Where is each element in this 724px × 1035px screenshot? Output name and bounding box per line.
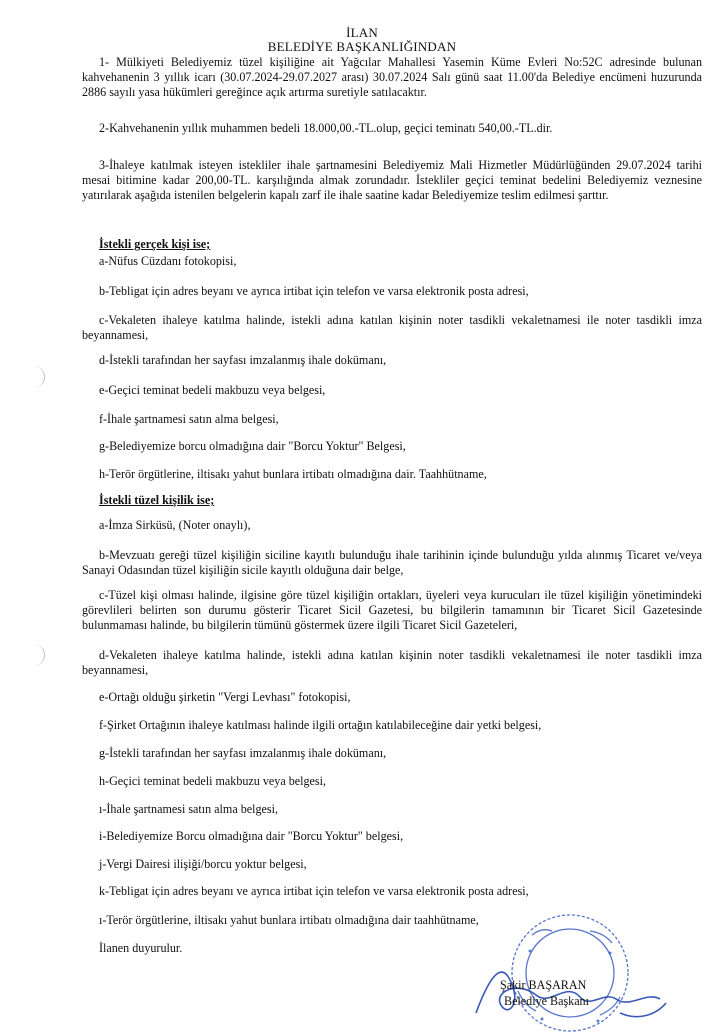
list-item: h-Terör örgütlerine, iltisakı yahut bunlara irtibatı olmadığına dair. Taahhütname, [99, 467, 487, 481]
list-item: e-Ortağı olduğu şirketin "Vergi Levhası" fotokopisi, [99, 690, 351, 704]
scan-artifact [30, 644, 45, 666]
list-item: g-Belediyemize borcu olmadığına dair "Borcu Yoktur" Belgesi, [99, 439, 406, 453]
list-item: b-Mevzuatı gereği tüzel kişiliğin siciline kayıtlı bulunduğu ihale tarihinin içinde bulunduğu yılda alınmış Ticaret ve/veya Sanayi Odasından tüzel kişiliğin sicile kayıtlı olduğuna dair belge, [82, 548, 702, 578]
list-item: a-İmza Sirküsü, (Noter onaylı), [99, 518, 251, 532]
list-item: c-Tüzel kişi olması halinde, ilgisine göre tüzel kişiliğin ortakları, üyeleri veya kurucuları ile tüzel kişiliğin yönetimindeki görevlileri belirten son durumu gösterir Ticaret Sicil Gazetesi, bu bilgilerin tamamının bir Ticaret Sicil Gazetesinde bulunmaması halinde, bu bilgilerin tümünü göstermek üzere ilgili Ticaret Sicil Gazeteleri, [82, 588, 702, 633]
scan-artifact [30, 366, 45, 388]
list-item: c-Vekaleten ihaleye katılma halinde, istekli adına katılan kişinin noter tasdikli vekaletnamesi ile noter tasdikli imza beyannamesi, [82, 313, 702, 343]
closing-line: İlanen duyurulur. [99, 941, 183, 955]
list-item: a-Nüfus Cüzdanı fotokopisi, [99, 254, 237, 268]
list-item: i-Belediyemize Borcu olmadığına dair "Borcu Yoktur" belgesi, [99, 829, 404, 843]
list-item: d-İstekli tarafından her sayfası imzalanmış ihale dokümanı, [99, 353, 387, 367]
list-item: e-Geçici teminat bedeli makbuzu veya belgesi, [99, 383, 326, 397]
signer-role: Belediye Başkanı [504, 994, 589, 1008]
list-item: f-İhale şartnamesi satın alma belgesi, [99, 412, 279, 426]
list-item: f-Şirket Ortağının ihaleye katılması halinde ilgili ortağın katılabileceğine dair yetki belgesi, [99, 718, 542, 732]
list-item: ı-Terör örgütlerine, iltisakı yahut bunlara irtibatı olmadığına dair taahhütname, [99, 913, 479, 927]
paragraph-1: 1- Mülkiyeti Belediyemiz tüzel kişiliğine ait Yağcılar Mahallesi Yasemin Küme Evleri No:52C adresinde bulunan kahvehanenin 3 yıllık icarı (30.07.2024-29.07.2027 arası) 30.07.2024 Salı günü saat 11.00'da Belediye encümeni huzurunda 2886 sayılı yasa hükümleri gereğince açık artırma suretiyle satılacaktır. [82, 55, 702, 100]
legal-person-heading: İstekli tüzel kişilik ise; [99, 493, 215, 507]
paragraph-3: 3-İhaleye katılmak isteyen istekliler ihale şartnamesini Belediyemiz Mali Hizmetler Müdürlüğünden 29.07.2024 tarihi mesai bitimine kadar 200,00-TL. karşılığında almak zorundadır. İstekliler geçici teminat bedelini Belediyemiz veznesine yatırılarak aşağıda istenilen belgelerin kapalı zarf ile ihale saatine kadar Belediyemize teslim edilmesi şarttır. [82, 158, 702, 203]
list-item: d-Vekaleten ihaleye katılma halinde, istekli adına katılan kişinin noter tasdikli vekaletnamesi ile noter tasdikli imza beyannamesi, [82, 648, 702, 678]
paragraph-2: 2-Kahvehanenin yıllık muhammen bedeli 18.000,00.-TL.olup, geçici teminatı 540,00.-TL.dir. [99, 121, 553, 135]
list-item: k-Tebligat için adres beyanı ve ayrıca irtibat için telefon ve varsa elektronik posta adresi, [99, 884, 529, 898]
signer-name: Şakir BAŞARAN [500, 978, 587, 992]
list-item: g-İstekli tarafından her sayfası imzalanmış ihale dokümanı, [99, 746, 387, 760]
list-item: h-Geçici teminat bedeli makbuzu veya belgesi, [99, 774, 327, 788]
municipal-seal-stamp-icon [470, 895, 670, 1035]
issuer-heading: BELEDİYE BAŞKANLIĞINDAN [267, 39, 457, 54]
document-title: İLAN [346, 25, 378, 40]
real-person-heading: İstekli gerçek kişi ise; [99, 237, 211, 251]
list-item: b-Tebligat için adres beyanı ve ayrıca irtibat için telefon ve varsa elektronik posta adresi, [99, 284, 529, 298]
list-item: ı-İhale şartnamesi satın alma belgesi, [99, 802, 278, 816]
list-item: j-Vergi Dairesi ilişiği/borcu yoktur belgesi, [99, 857, 307, 871]
